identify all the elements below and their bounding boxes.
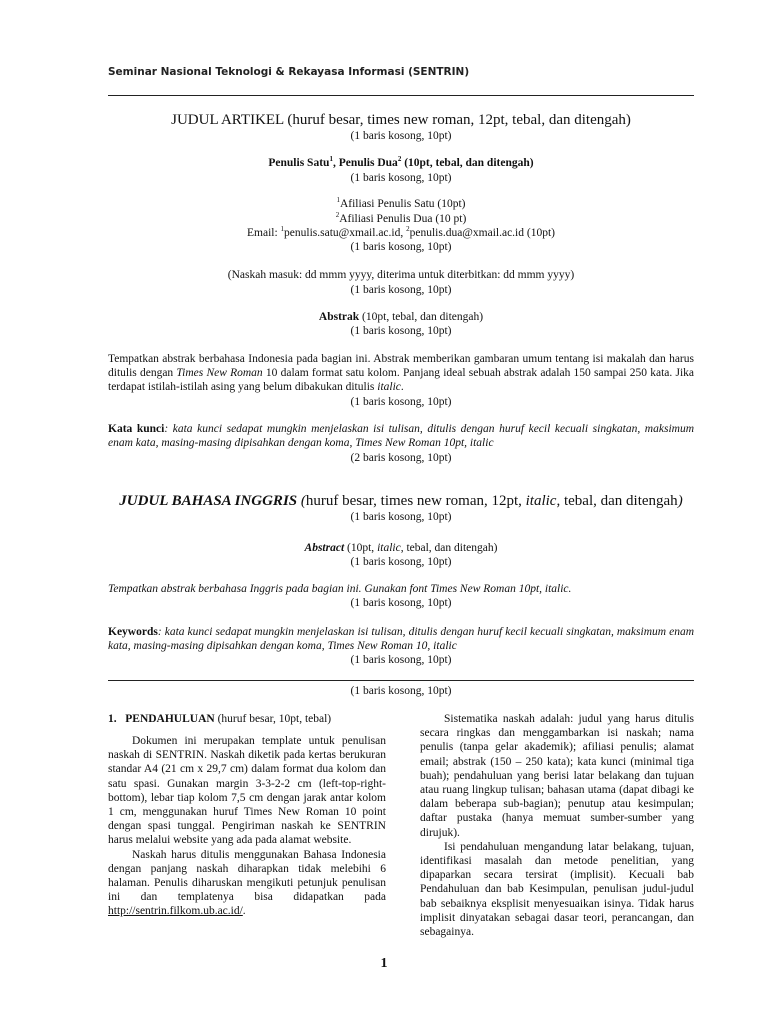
keywords-text: : kata kunci sedapat mungkin menjelaskan isi tulisan, ditulis dengan huruf kecil kecuali singkatan, maksimum enam kata, masing-masing dipisahkan dengan koma, Times New Roman 10, italic (108, 626, 694, 652)
kata-kunci (108, 422, 694, 450)
abstrak-italic: italic (377, 381, 401, 393)
email2-sup: 2 (406, 225, 410, 234)
paragraph: Isi pendahuluan mengandung latar belakang, tujuan, identifikasi masalah dan metode penelitian, yang dipaparkan secara tersirat (implisit). Kecuali bab Pendahuluan dan bab Kesimpulan, penulisan judul-judul bab sebaiknya eksplisit menyesuaikan isinya. Tidak harus implisit dinyatakan sebagai dasar teori, perancangan, dan sebagainya. (420, 840, 694, 939)
author-2: Penulis Dua (338, 157, 398, 169)
running-header: Seminar Nasional Teknologi & Rekayasa Informasi (SENTRIN) (108, 66, 470, 78)
abstract-note-italic: italic (377, 542, 401, 554)
english-title-italic: italic (525, 493, 557, 509)
abstract-note-1: (10pt, (344, 542, 378, 554)
blank-line-note: (1 baris kosong, 10pt) (350, 685, 452, 697)
blank-line-note: (1 baris kosong, 10pt) (350, 396, 452, 408)
keywords-label: Keywords (108, 626, 158, 638)
left-column (108, 712, 386, 919)
blank-line-note: (1 baris kosong, 10pt) (350, 130, 452, 142)
blank-line-note: (1 baris kosong, 10pt) (350, 284, 452, 296)
title-main: JUDUL ARTIKEL (171, 112, 284, 128)
section-note: (huruf besar, 10pt, tebal) (214, 713, 332, 725)
abstrak-note: (10pt, tebal, dan ditengah) (359, 311, 484, 323)
section-rule (108, 680, 694, 681)
author-1-sup: 1 (329, 155, 333, 164)
paragraph (108, 848, 386, 919)
abstrak-heading-line (108, 310, 694, 324)
author-sep: , (332, 157, 339, 169)
author-note: (10pt, tebal, dan ditengah) (401, 157, 534, 169)
header-rule (108, 95, 694, 96)
email-2: penulis.dua@xmail.ac.id (10pt) (409, 227, 555, 239)
email-line (108, 226, 694, 240)
blank-line-note: (1 baris kosong, 10pt) (350, 654, 452, 666)
template-link[interactable]: http://sentrin.filkom.ub.ac.id/ (108, 905, 243, 918)
english-title (108, 492, 694, 510)
abstrak-text (108, 352, 694, 394)
email-1: penulis.satu@xmail.ac.id, (284, 227, 407, 239)
keywords (108, 625, 694, 653)
aff1-text: Afiliasi Penulis Satu (10pt) (339, 198, 466, 210)
blank-line-note-2: (2 baris kosong, 10pt) (350, 452, 452, 464)
english-title-open: ( (297, 493, 306, 509)
abstrak-text-3: . (400, 381, 404, 393)
section-number: 1. (108, 713, 117, 725)
section-title: PENDAHULUAN (125, 713, 215, 725)
blank-line-note: (1 baris kosong, 10pt) (350, 241, 452, 253)
blank-line-note: (1 baris kosong, 10pt) (350, 511, 452, 523)
abstract-heading-line (108, 541, 694, 555)
kata-kunci-label: Kata kunci (108, 423, 165, 435)
paragraph: Dokumen ini merupakan template untuk penulisan naskah di SENTRIN. Naskah diketik pada kertas berukuran standar A4 (21 cm x 29,7 cm) dalam format dua kolom dan satu spasi. Gunakan margin 3-3-2-2 cm (left-top-right-bottom), lebar tiap kolom 7,5 cm dengan jarak antar kolom 1 cm, menggunakan huruf Times New Roman 10 point dengan spasi tunggal. Pengiriman naskah ke SENTRIN harus melalui website yang ada pada alamat website. (108, 735, 386, 847)
abstrak-text-1: Tempatkan abstrak berbahasa Indonesia pada bagian ini. Abstrak memberikan gambaran umum tentang isi makalah dan harus ditulis dengan (108, 353, 694, 379)
received-date: (Naskah masuk: dd mmm yyyy, diterima untuk diterbitkan: dd mmm yyyy) (227, 269, 575, 281)
blank-line-note: (1 baris kosong, 10pt) (350, 597, 452, 609)
abstrak-font: Times New Roman (176, 367, 263, 379)
aff1-sup: 1 (336, 196, 340, 205)
title-note: (huruf besar, times new roman, 12pt, tebal, dan ditengah) (287, 112, 631, 128)
aff2-sup: 2 (335, 211, 340, 220)
paragraph-end: . (242, 905, 246, 918)
abstract-text: Tempatkan abstrak berbahasa Inggris pada bagian ini. Gunakan font Times New Roman 10pt, italic. (108, 583, 572, 595)
affiliation-2 (108, 212, 694, 226)
english-title-note-2: , tebal, dan ditengah (556, 493, 678, 509)
abstract-heading: Abstract (304, 542, 345, 554)
affiliation-1 (108, 197, 694, 211)
email1-sup: 1 (280, 225, 285, 234)
author-1: Penulis Satu (268, 157, 330, 169)
abstrak-text-2: 10 dalam format satu kolom. Panjang ideal sebuah abstrak adalah 150 sampai 250 kata. Jika terdapat istilah-istilah asing yang belum dibakukan ditulis (108, 367, 694, 393)
english-title-note-1: huruf besar, times new roman, 12pt, (305, 493, 526, 509)
aff2-text: Afiliasi Penulis Dua (10 pt) (339, 213, 467, 225)
right-column (420, 712, 694, 939)
blank-line-note: (1 baris kosong, 10pt) (350, 172, 452, 184)
kata-kunci-text: : kata kunci sedapat mungkin menjelaskan isi tulisan, ditulis dengan huruf kecil kecuali singkatan, maksimum enam kata, masing-masing dipisahkan dengan koma, Times New Roman 10pt, italic (108, 423, 695, 449)
blank-line-note: (1 baris kosong, 10pt) (350, 556, 452, 568)
section-heading (108, 712, 386, 726)
blank-line-note: (1 baris kosong, 10pt) (350, 325, 452, 337)
abstrak-heading: Abstrak (318, 311, 360, 323)
author-2-sup: 2 (397, 155, 402, 164)
paragraph-text: Naskah harus ditulis menggunakan Bahasa Indonesia dengan panjang naskah diharapkan tidak melebihi 6 halaman. Penulis diharuskan mengikuti petunjuk penulisan ini dan templatenya bisa didapatkan pada (108, 848, 386, 904)
english-title-close: ) (677, 493, 683, 509)
author-line (108, 156, 694, 170)
email-label: Email: (247, 227, 281, 239)
english-title-main: JUDUL BAHASA INGGRIS (119, 493, 298, 509)
paragraph: Sistematika naskah adalah: judul yang harus ditulis secara ringkas dan menggambarkan isi naskah; nama penulis (tanpa gelar akademik); afiliasi penulis; alamat email; abstrak (150 – 250 kata); kata kunci (minimal tiga buah); pendahuluan yang berisi latar belakang dan tujuan atau ruang lingkup tulisan; bahasan utama (dapat dibagi ke dalam beberapa sub-bagian); penutup atau kesimpulan; daftar pustaka (hanya memuat sumber-sumber yang dirujuk). (420, 713, 694, 839)
article-title (108, 111, 694, 129)
page-number: 1 (380, 956, 388, 971)
abstract-note-2: , tebal, dan ditengah) (400, 542, 498, 554)
